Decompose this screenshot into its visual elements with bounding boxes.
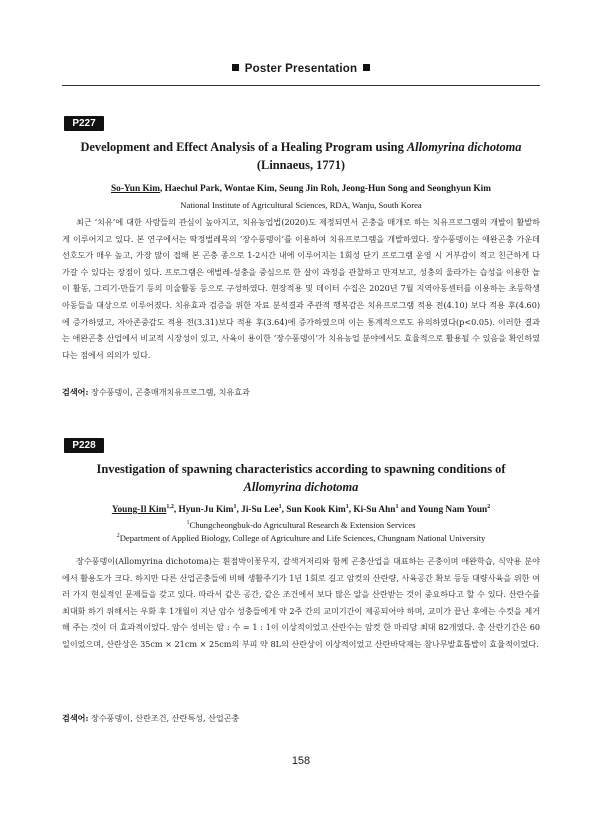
author-name: Ji-Su Lee <box>241 505 279 515</box>
author-affiliation-mark: 1 <box>278 504 282 510</box>
author-name: Ki-Su Ahn <box>353 505 396 515</box>
author-list: Young-Il Kim$^{1,2}$, Hyun-Ju Kim$^1$, Ji-Su Lee$^1$, Sun Kook Kim$^1$, Ki-Su Ahn$^1$ and Young Nam Youn$^2$ <box>111 504 491 515</box>
title-species: Allomyrina dichotoma <box>243 480 359 494</box>
affiliation-text: Chungcheongbuk-do Agricultural Research & Extension Services <box>189 520 416 530</box>
section-header <box>62 62 540 76</box>
author-name: Young Nam Youn <box>417 505 488 515</box>
author-affiliation-mark: 1 <box>345 504 349 510</box>
abstract-title <box>62 138 540 174</box>
abstract-body: 최근 ‘치유’에 대한 사람들의 관심이 높아지고, 치유농업법(2020)도 제정되면서 곤충을 매개로 하는 치유프로그램의 개발이 활발하게 이루어지고 있다. 본 연구에서는 딱정벌레목의 ‘장수풍뎅이’를 이용하여 치유프로그램을 개발하였다. 장수풍뎅이는 애완곤충 가운데 선호도가 매우 높고, 가장 많이 접해 본 곤충 종으로 1-2시간 내에 이루어지는 1회성 단기 프로그램 운영 시 거부감이 적고 친근하게 다가갈 수 있다는 장점이 있다. 프로그램은 애벌레-성충을 중심으로 한 살이 과정을 관찰하고 만져보고, 성충의 울라가는 습성을 이용한 놀이 활동, 그리기-만들기 등의 미술활동 등으로 구성하였다. 현장적용 및 데이터 수집은 2020년 7월 지역아동센터를 이용하는 초등학생 아동들을 대상으로 이루어졌다. 치유효과 검증을 위한 자료 분석결과 주관적 행복감은 치유프로그램 적용 전(4.10) 보다 적용 후(4.60)에 증가하였고, 자아존중감도 적용 전(3.31)보다 적용 후(3.64)에 증가하였으며 이는 통계적으로도 유의하였다(p<0.05). 이러한 결과는 애완곤충 산업에서 비교적 시장성이 있고, 사육이 용이한 ‘장수풍뎅이’가 치유농업 분야에서도 효율적으로 활용될 수 있음을 확인하였다는 점에서 의의가 있다. <box>62 217 540 360</box>
affiliation: National Institute of Agricultural Sciences, RDA, Wanju, South Korea <box>180 200 422 210</box>
presenting-author: So-Yun Kim <box>111 184 160 194</box>
keywords-label: 검색어: <box>62 713 89 723</box>
affiliation-list <box>62 519 540 545</box>
title-text: (Linnaeus, 1771) <box>256 158 346 172</box>
author-affiliation-mark: 1 <box>233 504 237 510</box>
keywords <box>62 711 540 725</box>
abstract-id-badge: P228 <box>64 438 104 453</box>
abstract-id-badge: P227 <box>64 116 104 131</box>
title-text: Development and Effect Analysis of a Healing Program using <box>80 140 407 154</box>
author-name: Hyun-Ju Kim <box>178 505 234 515</box>
keywords-label: 검색어: <box>62 387 89 397</box>
page-number: 158 <box>291 755 311 767</box>
section-header-title: Poster Presentation <box>244 63 358 75</box>
author-affiliation-mark: 2 <box>487 504 491 510</box>
affiliation-mark: 2 <box>116 533 120 539</box>
affiliation-mark: 1 <box>186 520 190 526</box>
affiliation-text: Department of Applied Biology, College of Agriculture and Life Sciences, Chungnam National University <box>119 533 486 543</box>
author-affiliation-mark: 1 <box>395 504 399 510</box>
keywords-text: 장수풍뎅이, 산란조건, 산란특성, 산업곤충 <box>88 713 240 723</box>
header-divider <box>62 85 540 86</box>
author-list <box>62 183 540 196</box>
author-affiliation-mark: 1,2 <box>166 504 174 510</box>
title-text: Investigation of spawning characteristics according to spawning conditions of <box>96 462 506 476</box>
abstract-title <box>62 460 540 496</box>
abstract-body: 장수풍뎅이(Allomyrina dichotoma)는 흰점박이꽃무지, 갈색거저리와 함께 곤충산업을 대표하는 곤충이며 애완학습, 식약용 분야에서 활용도가 크다. 하지만 다른 산업곤충들에 비해 생활주기가 1년 1회로 길고 암컷의 산란량, 사육공간 확보 등등 대량사육을 위한 여러 가지 현실적인 문제들을 갖고 있다. 따라서 같은 공간, 같은 조건에서 보다 많은 알을 산란받는 것이 중요하다고 할 수 있다. 산란수를 최대화 하기 위해서는 우화 후 1개월이 지난 암수 성충들에게 약 2주 간의 교미기간이 제공되어야 하며, 교미가 끝난 후에는 수컷을 제거해 주는 것이 더 효과적이었다. 암수 성비는 암 : 수 = 1 : 1이 이상적이었고 산란수는 암컷 한 마리당 최대 82개였다. 총 산란기간은 60일이었으며, 산란상은 35cm × 21cm × 25cm의 부피 약 8L의 산란상이 이상적이었고 산란바닥재는 참나무발효톱밥이 효율적이었다. <box>62 556 540 649</box>
co-authors: , Haechul Park, Wontae Kim, Seung Jin Roh, Jeong-Hun Song and Seonghyun Kim <box>160 184 491 194</box>
keywords-text: 장수풍뎅이, 곤충매개치유프로그램, 치유효과 <box>88 387 250 397</box>
title-species: Allomyrina dichotoma <box>406 140 522 154</box>
square-bullet-icon <box>232 64 239 71</box>
presenting-author: Young-Il Kim <box>111 505 167 515</box>
keywords <box>62 385 540 399</box>
affiliation-line <box>62 532 540 545</box>
author-name: Sun Kook Kim <box>286 505 346 515</box>
affiliation-line <box>62 519 540 532</box>
square-bullet-icon <box>363 64 370 71</box>
